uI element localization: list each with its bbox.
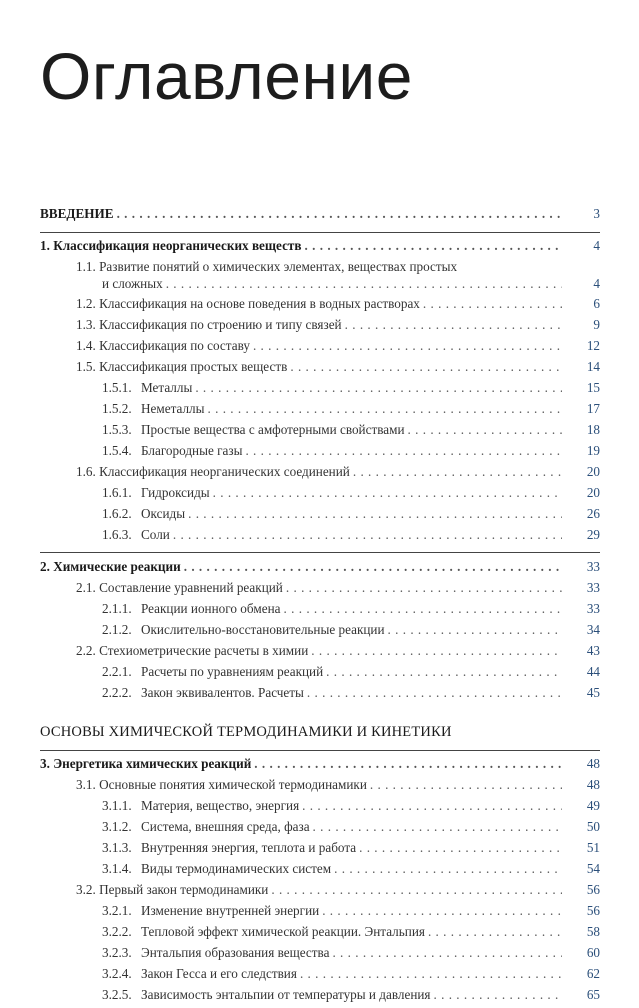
toc-page-number: 14 — [586, 359, 600, 374]
toc-page-number: 26 — [586, 506, 600, 521]
toc-entry-number: 3.1.3. — [102, 840, 132, 855]
toc-entry-label: 3. Энергетика химических реакций — [40, 756, 252, 771]
toc-entry-label: 2.1. Составление уравнений реакций — [76, 580, 283, 595]
toc-entry-text: Металлы — [141, 380, 193, 395]
toc-entry-1-5-2[interactable] — [40, 401, 600, 422]
toc-entry-label — [102, 401, 205, 417]
toc-entry-2-1-1[interactable] — [40, 601, 600, 622]
toc-entry-2-2-1[interactable] — [40, 664, 600, 685]
toc-page-number: 20 — [586, 464, 600, 479]
toc-entry-3-1-1[interactable] — [40, 798, 600, 819]
toc-entry-1-5[interactable] — [40, 359, 600, 380]
toc-entry-text: Окислительно-восстановительные реакции — [141, 622, 385, 637]
toc-page-number: 48 — [586, 756, 600, 771]
toc-entry-label — [102, 664, 323, 680]
toc-entry-label: 2.2. Стехиометрические расчеты в химии — [76, 643, 309, 658]
toc-entry-2-1[interactable] — [40, 580, 600, 601]
toc-leader-dots — [311, 643, 562, 659]
toc-entry-label: ВВЕДЕНИЕ — [40, 206, 114, 221]
toc-page-number: 29 — [586, 527, 600, 542]
toc-entry-label: 3.1. Основные понятия химической термодинамики — [76, 777, 367, 792]
toc-leader-dots — [290, 359, 562, 375]
toc-leader-dots — [195, 380, 562, 396]
toc-entry-label — [102, 422, 405, 438]
toc-entry-1-3[interactable] — [40, 317, 600, 338]
toc-entry-1-5-3[interactable] — [40, 422, 600, 443]
toc-entry-number: 3.2.2. — [102, 924, 132, 939]
toc-entry-number: 3.2.1. — [102, 903, 132, 918]
toc-entry-1-6[interactable] — [40, 464, 600, 485]
toc-entry-text: Изменение внутренней энергии — [141, 903, 320, 918]
toc-entry-number: 1.5.4. — [102, 443, 132, 458]
toc-leader-dots — [434, 987, 562, 1003]
toc-entry-label — [102, 622, 385, 638]
toc-entry-text: Благородные газы — [141, 443, 243, 458]
toc-leader-dots — [208, 401, 563, 417]
toc-leader-dots — [353, 464, 562, 480]
toc-entry-chapter-2[interactable] — [40, 559, 600, 580]
toc-entry-number: 3.2.3. — [102, 945, 132, 960]
toc-entry-label — [102, 443, 242, 459]
toc-entry-3-2[interactable] — [40, 882, 600, 903]
toc-entry-1-5-1[interactable] — [40, 380, 600, 401]
toc-entry-number: 2.2.1. — [102, 664, 132, 679]
toc-page-number: 9 — [593, 317, 600, 332]
toc-entry-number: 1.6.2. — [102, 506, 132, 521]
toc-entry-1-1[interactable] — [40, 276, 600, 296]
toc-entry-chapter-1[interactable] — [40, 238, 600, 259]
toc-leader-dots — [408, 422, 562, 438]
toc-page-number: 20 — [586, 485, 600, 500]
toc-entry-text: Соли — [141, 527, 170, 542]
toc-page-number: 56 — [586, 882, 600, 897]
toc-page-number: 48 — [586, 777, 600, 792]
toc-entry-label — [102, 527, 170, 543]
toc-entry-number: 3.1.2. — [102, 819, 132, 834]
toc-entry-label — [102, 485, 210, 501]
toc-entry-number: 3.1.4. — [102, 861, 132, 876]
toc-entry-text: Гидроксиды — [141, 485, 210, 500]
toc-page-number: 17 — [586, 401, 600, 416]
divider — [40, 552, 600, 553]
toc-entry-number: 2.2.2. — [102, 685, 132, 700]
toc-leader-dots — [326, 664, 562, 680]
toc-leader-dots — [305, 238, 562, 254]
toc-entry-text: Тепловой эффект химической реакции. Энтальпия — [141, 924, 425, 939]
toc-entry-text: Материя, вещество, энергия — [141, 798, 300, 813]
toc-entry-text: Система, внешняя среда, фаза — [141, 819, 310, 834]
toc-entry-text: Внутренняя энергия, теплота и работа — [141, 840, 357, 855]
toc-entry-label — [102, 819, 310, 835]
toc-leader-dots — [253, 338, 562, 354]
toc-leader-dots — [117, 206, 562, 222]
toc-entry-label — [102, 840, 356, 856]
toc-entry-1-6-1[interactable] — [40, 485, 600, 506]
toc-entry-text: Энтальпия образования вещества — [141, 945, 330, 960]
section-heading: ОСНОВЫ ХИМИЧЕСКОЙ ТЕРМОДИНАМИКИ И КИНЕТИКИ — [40, 724, 452, 740]
toc-entry-label: 1.5. Классификация простых веществ — [76, 359, 288, 374]
toc-leader-dots — [284, 601, 562, 617]
toc-entry-label: 1.4. Классификация по составу — [76, 338, 250, 353]
toc-page-number: 58 — [586, 924, 600, 939]
toc-entry-text: Неметаллы — [141, 401, 205, 416]
table-of-contents — [40, 206, 600, 1008]
toc-page-number: 54 — [586, 861, 600, 876]
toc-leader-dots — [307, 685, 562, 701]
toc-entry-number: 1.6.1. — [102, 485, 132, 500]
toc-entry-1-6-2[interactable] — [40, 506, 600, 527]
toc-entry-label — [102, 903, 319, 919]
toc-leader-dots — [173, 527, 562, 543]
toc-page-number: 33 — [586, 580, 600, 595]
toc-page-number: 12 — [586, 338, 600, 353]
toc-page-number: 50 — [586, 819, 600, 834]
toc-entry-label — [102, 601, 281, 617]
toc-entry-label — [102, 798, 299, 814]
toc-page-number: 4 — [593, 238, 600, 253]
toc-leader-dots — [334, 861, 562, 877]
toc-page-number: 33 — [586, 601, 600, 616]
toc-page-number: 4 — [593, 276, 600, 291]
toc-entry-2-2[interactable] — [40, 643, 600, 664]
toc-page-number: 3 — [593, 206, 600, 221]
toc-entry-2-1-2[interactable] — [40, 622, 600, 643]
toc-leader-dots — [345, 317, 562, 333]
toc-entry-2-2-2[interactable] — [40, 685, 600, 706]
toc-entry-number: 2.1.1. — [102, 601, 132, 616]
toc-page-number: 51 — [586, 840, 600, 855]
toc-page-number: 18 — [586, 422, 600, 437]
toc-entry-label — [102, 685, 304, 701]
toc-entry-1-1-line1[interactable]: 1.1. Развитие понятий о химических элементах, веществах простых — [76, 259, 458, 274]
toc-entry-number: 1.5.1. — [102, 380, 132, 395]
toc-entry-label: и сложных — [102, 276, 163, 291]
toc-entry-label — [102, 380, 192, 396]
toc-entry-chapter-3[interactable] — [40, 756, 600, 777]
toc-leader-dots — [313, 819, 562, 835]
toc-entry-3-1[interactable] — [40, 777, 600, 798]
toc-entry-label — [102, 945, 329, 961]
toc-page-number: 65 — [586, 987, 600, 1002]
toc-entry-3-1-2[interactable] — [40, 819, 600, 840]
toc-page-number: 34 — [586, 622, 600, 637]
toc-page-number: 43 — [586, 643, 600, 658]
toc-leader-dots — [286, 580, 562, 596]
toc-leader-dots — [322, 903, 562, 919]
toc-entry-text: Реакции ионного обмена — [141, 601, 281, 616]
divider — [40, 750, 600, 751]
toc-leader-dots — [271, 882, 562, 898]
toc-page-number: 56 — [586, 903, 600, 918]
toc-page-number: 44 — [586, 664, 600, 679]
toc-leader-dots — [359, 840, 562, 856]
toc-entry-label — [102, 966, 297, 982]
toc-leader-dots — [300, 966, 562, 982]
toc-entry-label — [102, 987, 431, 1003]
toc-entry-intro[interactable] — [40, 206, 600, 226]
toc-entry-3-2-2[interactable] — [40, 924, 600, 945]
toc-page-number: 15 — [586, 380, 600, 395]
toc-entry-text: Закон Гесса и его следствия — [141, 966, 297, 981]
toc-entry-3-2-1[interactable] — [40, 903, 600, 924]
toc-entry-label: 1.3. Классификация по строению и типу связей — [76, 317, 342, 332]
toc-entry-label: 3.2. Первый закон термодинамики — [76, 882, 269, 897]
toc-leader-dots — [184, 559, 562, 575]
toc-entry-number: 1.6.3. — [102, 527, 132, 542]
toc-entry-label — [102, 924, 425, 940]
toc-leader-dots — [428, 924, 562, 940]
toc-entry-1-6-3[interactable] — [40, 527, 600, 548]
toc-entry-text: Закон эквивалентов. Расчеты — [141, 685, 304, 700]
toc-entry-number: 3.2.4. — [102, 966, 132, 981]
toc-page-number: 33 — [586, 559, 600, 574]
toc-page-number: 49 — [586, 798, 600, 813]
toc-entry-3-2-3[interactable] — [40, 945, 600, 966]
toc-entry-text: Расчеты по уравнениям реакций — [141, 664, 324, 679]
toc-leader-dots — [388, 622, 562, 638]
toc-entry-label: 2. Химические реакции — [40, 559, 181, 574]
toc-entry-1-5-4[interactable] — [40, 443, 600, 464]
toc-entry-number: 2.1.2. — [102, 622, 132, 637]
toc-entry-label: 1.6. Классификация неорганических соединений — [76, 464, 350, 479]
toc-page-number: 6 — [593, 296, 600, 311]
toc-leader-dots — [332, 945, 562, 961]
divider — [40, 232, 600, 233]
toc-entry-label — [102, 506, 185, 522]
toc-leader-dots — [370, 777, 562, 793]
toc-page-number: 45 — [586, 685, 600, 700]
toc-entry-number: 1.5.3. — [102, 422, 132, 437]
toc-entry-number: 1.5.2. — [102, 401, 132, 416]
toc-entry-1-4[interactable] — [40, 338, 600, 359]
toc-entry-text: Оксиды — [141, 506, 186, 521]
toc-page-number: 60 — [586, 945, 600, 960]
toc-page-number: 19 — [586, 443, 600, 458]
toc-entry-text: Виды термодинамических систем — [141, 861, 332, 876]
toc-leader-dots — [245, 443, 562, 459]
toc-entry-text: Простые вещества с амфотерными свойствами — [141, 422, 405, 437]
toc-entry-number: 3.1.1. — [102, 798, 132, 813]
toc-leader-dots — [423, 296, 562, 312]
toc-entry-3-1-3[interactable] — [40, 840, 600, 861]
toc-leader-dots — [254, 756, 562, 772]
toc-page-number: 62 — [586, 966, 600, 981]
toc-entry-label: 1. Классификация неорганических веществ — [40, 238, 302, 253]
toc-leader-dots — [166, 276, 562, 292]
toc-entry-1-2[interactable] — [40, 296, 600, 317]
toc-entry-label — [102, 861, 331, 877]
toc-leader-dots — [188, 506, 562, 522]
page-title: Оглавление — [40, 39, 413, 113]
toc-entry-label: 1.2. Классификация на основе поведения в водных растворах — [76, 296, 420, 311]
toc-entry-text: Зависимость энтальпии от температуры и давления — [141, 987, 431, 1002]
toc-leader-dots — [302, 798, 562, 814]
toc-leader-dots — [213, 485, 562, 501]
toc-entry-3-2-4[interactable] — [40, 966, 600, 987]
toc-entry-3-1-4[interactable] — [40, 861, 600, 882]
toc-entry-number: 3.2.5. — [102, 987, 132, 1002]
